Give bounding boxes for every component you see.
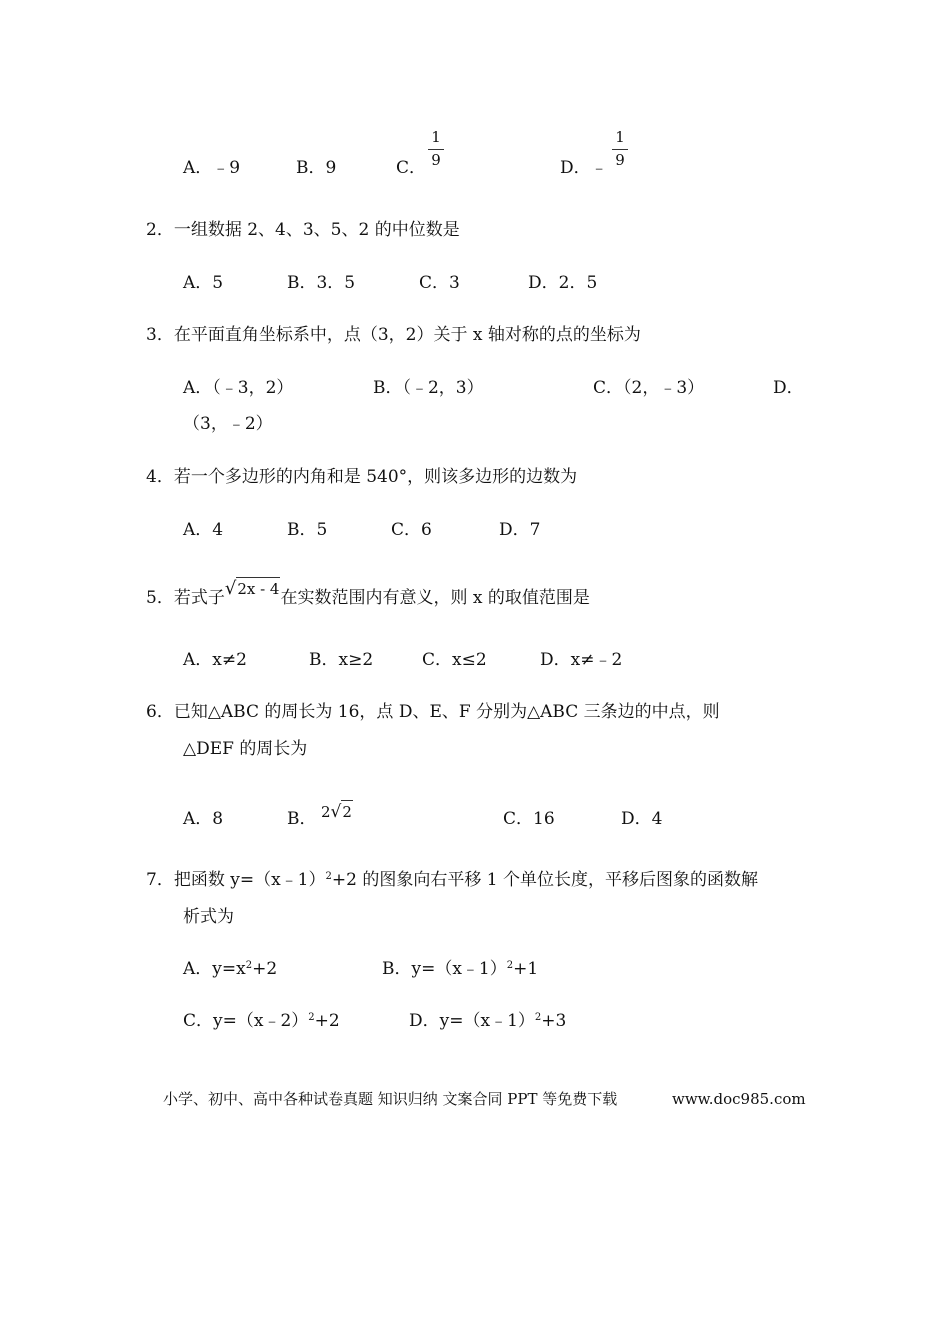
exponent: 2 (308, 1012, 315, 1023)
q3-option-c: C．（2，﹣3） (593, 378, 705, 398)
q7-option-a (183, 961, 277, 978)
q4-option-b: B．5 (287, 520, 328, 540)
q6-option-a: A．8 (183, 809, 224, 829)
q2-option-d: D．2．5 (528, 273, 598, 293)
exponent: 2 (506, 960, 514, 971)
q1-option-c-fraction (428, 130, 444, 168)
q2-option-c: C．3 (419, 273, 460, 293)
option-text: D．y=（x﹣1） (409, 1011, 535, 1031)
square-root-expression (331, 804, 353, 821)
option-text: A．y=x (183, 959, 246, 979)
q5-option-d: D．x≠﹣2 (540, 650, 623, 670)
q4-option-a: A．4 (183, 520, 224, 540)
q2-stem: 2．一组数据 2、4、3、5、2 的中位数是 (146, 220, 460, 240)
q7-option-d (409, 1013, 566, 1030)
q2-option-b: B．3．5 (287, 273, 356, 293)
radicand: 2x - 4 (236, 577, 280, 598)
option-text-suffix: +2 (314, 1011, 340, 1031)
q6-option-b-radical (321, 804, 353, 821)
fraction-bar (428, 149, 444, 150)
q5-option-b: B．x≥2 (309, 650, 374, 670)
q1-option-d-fraction (612, 130, 628, 168)
q3-option-d-value: （3，﹣2） (183, 414, 273, 434)
q3-option-b: B．（﹣2，3） (373, 378, 484, 398)
radicand: 2 (341, 800, 353, 821)
q7-stem-suffix: +2 的图象向右平移 1 个单位长度，平移后图象的函数解 (331, 870, 758, 890)
q5-option-a: A．x≠2 (183, 650, 247, 670)
exponent: 2 (245, 960, 253, 971)
q1-option-c: C． (396, 158, 427, 178)
q2-option-a: A．5 (183, 273, 224, 293)
q3-option-d: D． (773, 378, 804, 398)
q7-option-c (183, 1013, 340, 1030)
fraction-numerator: 1 (615, 128, 625, 146)
q3-option-a: A．（﹣3，2） (183, 378, 294, 398)
option-text-suffix: +1 (513, 959, 539, 979)
radical-coefficient: 2 (321, 803, 331, 821)
exponent: 2 (534, 1012, 542, 1023)
q4-option-d: D．7 (499, 520, 541, 540)
q5-option-c: C．x≤2 (422, 650, 487, 670)
option-text-suffix: +2 (252, 959, 278, 979)
radical-sign-icon: √ (224, 578, 237, 599)
fraction-denominator: 9 (615, 151, 625, 169)
fraction-bar (612, 149, 628, 150)
fraction-numerator: 1 (431, 128, 441, 146)
option-text: B．y=（x﹣1） (382, 959, 507, 979)
q5-stem-suffix: 在实数范围内有意义，则 x 的取值范围是 (280, 588, 590, 608)
square-root-expression (225, 580, 281, 598)
exponent: 2 (325, 871, 332, 882)
q6-option-b: B． (287, 809, 317, 829)
q4-stem: 4．若一个多边形的内角和是 540°，则该多边形的边数为 (146, 467, 578, 487)
q6-option-d: D．4 (621, 809, 663, 829)
q6-option-c: C．16 (503, 809, 555, 829)
q5-stem (146, 578, 590, 608)
q7-stem-line-1 (146, 872, 758, 889)
radical-sign-icon: √ (330, 802, 342, 822)
q1-option-a: A．﹣9 (183, 158, 241, 178)
q3-stem: 3．在平面直角坐标系中，点（3，2）关于 x 轴对称的点的坐标为 (146, 325, 641, 345)
option-text: C．y=（x﹣2） (183, 1011, 309, 1031)
fraction-denominator: 9 (431, 151, 441, 169)
q5-stem-prefix: 5．若式子 (146, 588, 225, 608)
q7-option-b (382, 961, 538, 978)
q1-option-b: B．9 (296, 158, 337, 178)
q7-stem-prefix: 7．把函数 y=（x﹣1） (146, 870, 326, 890)
q7-stem-line-2: 析式为 (183, 907, 234, 927)
footer-text: 小学、初中、高中各种试卷真题 知识归纳 文案合同 PPT 等免费下载 (163, 1090, 618, 1108)
option-text-suffix: +3 (541, 1011, 567, 1031)
q6-stem-line-2: △DEF 的周长为 (183, 739, 308, 759)
q1-option-d: D．﹣ (560, 158, 608, 178)
q4-option-c: C．6 (391, 520, 432, 540)
q6-stem-line-1: 6．已知△ABC 的周长为 16，点 D、E、F 分别为△ABC 三条边的中点，则 (146, 702, 720, 722)
footer-url[interactable]: www.doc985.com (672, 1090, 806, 1108)
